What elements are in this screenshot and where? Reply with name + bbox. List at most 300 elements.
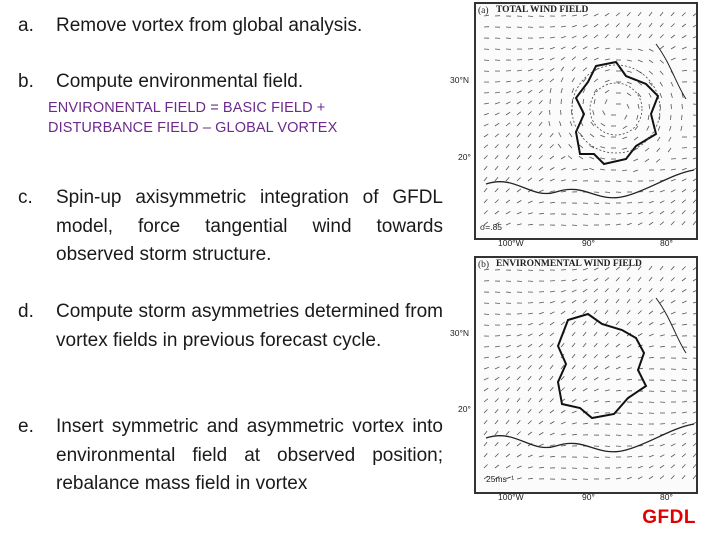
wind-vector	[682, 47, 687, 49]
longitude-80-label: 80°	[660, 238, 673, 248]
wind-vector	[605, 13, 609, 16]
wind-vector	[649, 71, 653, 74]
wind-vector	[616, 34, 619, 38]
wind-vector	[517, 133, 520, 137]
wind-vector	[638, 49, 643, 51]
wind-vector	[572, 321, 576, 325]
wind-vector	[484, 155, 488, 159]
wind-vector	[670, 126, 672, 131]
wind-vector	[539, 456, 544, 457]
wind-vector	[693, 453, 696, 457]
wind-vector	[572, 169, 577, 170]
wind-vector	[495, 144, 499, 148]
wind-vector	[605, 310, 608, 314]
wind-vector	[638, 34, 641, 38]
wind-vector	[484, 357, 489, 358]
wind-vector	[627, 12, 631, 16]
wind-vector	[539, 387, 542, 391]
wind-vector	[495, 102, 500, 104]
wind-vector	[627, 467, 632, 468]
wind-vector	[589, 168, 594, 170]
wind-vector	[495, 409, 498, 413]
gfdl-brand: GFDL	[642, 507, 696, 528]
wind-vector	[550, 133, 553, 137]
wind-vector	[660, 60, 664, 63]
wind-vector	[539, 213, 544, 214]
step-letter: a.	[18, 15, 34, 36]
wind-vector	[660, 71, 663, 75]
wind-vector	[660, 190, 665, 192]
wind-vector	[517, 122, 521, 126]
wind-vector	[561, 301, 566, 303]
wind-vector	[506, 177, 509, 181]
wind-vector	[570, 121, 572, 126]
wind-vector	[682, 59, 687, 60]
step-letter: d.	[18, 301, 34, 322]
wind-vector	[671, 380, 676, 381]
wind-vector	[583, 99, 584, 104]
wind-vector	[539, 410, 543, 414]
wind-vector	[660, 300, 664, 303]
wind-vector	[495, 420, 498, 424]
wind-vector	[616, 321, 619, 325]
wind-vector	[506, 398, 509, 402]
wind-vector	[657, 137, 660, 141]
wind-vector	[506, 112, 510, 115]
wind-vector	[550, 58, 555, 60]
wind-vector	[561, 67, 564, 71]
wind-vector	[539, 167, 543, 170]
wind-vector	[616, 310, 619, 314]
wind-vector	[616, 333, 620, 337]
wind-vector	[627, 288, 630, 292]
wind-vector	[638, 212, 643, 214]
wind-vector	[693, 411, 696, 413]
wind-vector	[583, 310, 587, 314]
wind-vector-map	[476, 4, 696, 238]
wind-vector	[633, 170, 638, 172]
equation-line-2: DISTURBANCE FIELD – GLOBAL VORTEX	[48, 120, 338, 136]
wind-vector	[495, 123, 499, 126]
wind-vector	[638, 104, 639, 109]
wind-vector	[693, 24, 696, 27]
wind-vector	[671, 58, 676, 60]
wind-vector	[600, 169, 605, 170]
wind-vector	[517, 155, 520, 159]
longitude-90-label: 90°	[582, 238, 595, 248]
wind-vector	[594, 389, 599, 391]
wind-vector	[649, 201, 654, 203]
wind-vector	[627, 82, 632, 84]
wind-vector	[539, 178, 543, 181]
wind-vector	[605, 80, 610, 82]
wind-vector	[682, 475, 685, 479]
wind-vector	[495, 454, 499, 458]
latitude-20-label: 20°	[458, 404, 471, 414]
wind-vector	[605, 446, 610, 447]
wind-vector	[495, 442, 498, 446]
wind-vector	[550, 343, 554, 347]
wind-vector	[600, 147, 605, 148]
wind-vector	[693, 221, 696, 225]
wind-vector	[645, 148, 649, 151]
wind-vector	[484, 124, 489, 126]
wind-vector	[572, 434, 577, 435]
wind-vector	[649, 277, 652, 281]
wind-vector	[539, 365, 542, 369]
wind-vector	[649, 222, 653, 225]
wind-vector	[594, 89, 597, 93]
wind-vector	[693, 210, 696, 214]
wind-vector	[660, 222, 664, 225]
wind-vector	[550, 456, 555, 457]
wind-vector	[671, 93, 672, 98]
equation-line-1: ENVIRONENTAL FIELD = BASIC FIELD +	[48, 100, 326, 116]
wind-vector	[495, 377, 499, 380]
wind-vector	[495, 188, 498, 192]
wind-vector	[506, 81, 511, 82]
wind-vector	[616, 390, 621, 391]
wind-vector	[528, 467, 533, 468]
wind-vector	[627, 213, 632, 214]
wind-vector	[550, 376, 553, 380]
wind-vector	[638, 277, 641, 281]
wind-vector	[693, 443, 696, 446]
wind-vector	[517, 478, 522, 479]
wind-vector	[660, 311, 664, 314]
wind-vector	[605, 90, 609, 93]
wind-vector	[528, 213, 533, 214]
wind-vector	[572, 78, 575, 82]
wind-vector	[550, 445, 555, 446]
wind-vector	[693, 104, 696, 105]
wind-vector	[495, 303, 500, 304]
wind-vector	[616, 344, 620, 347]
wind-vector	[495, 177, 498, 181]
wind-vector	[550, 387, 553, 391]
wind-vector	[539, 122, 542, 126]
wind-vector	[550, 354, 553, 358]
wind-vector	[671, 211, 675, 214]
wind-vector	[539, 323, 544, 325]
wind-vector	[594, 35, 598, 38]
wind-vector	[517, 334, 522, 336]
wind-vector	[671, 289, 675, 292]
wind-scale-label: 25ms⁻¹	[486, 474, 515, 484]
wind-vector	[506, 189, 510, 193]
wind-vector	[550, 433, 555, 435]
wind-vector	[671, 221, 674, 225]
wind-vector	[572, 67, 575, 71]
wind-vector	[594, 99, 595, 104]
wind-vector	[561, 434, 566, 435]
wind-vector	[517, 355, 521, 358]
wind-vector	[649, 12, 652, 16]
wind-vector	[605, 59, 610, 60]
wind-vector	[671, 444, 675, 446]
wind-vector	[528, 133, 531, 137]
wind-vector	[528, 398, 531, 402]
wind-vector	[627, 379, 632, 380]
wind-vector	[484, 442, 487, 446]
wind-vector	[484, 409, 488, 413]
wind-vector	[572, 377, 576, 381]
wind-vector	[550, 68, 554, 71]
wind-vector	[528, 167, 532, 171]
wind-vector	[605, 332, 608, 336]
wind-vector	[550, 333, 554, 336]
wind-vector	[572, 88, 574, 93]
wind-vector	[550, 410, 554, 413]
wind-vector	[594, 457, 599, 458]
wind-vector	[693, 13, 696, 16]
wind-vector	[506, 345, 511, 347]
wind-vector	[594, 58, 599, 60]
wind-vector	[658, 126, 660, 131]
wind-vector	[660, 391, 665, 392]
wind-vector	[627, 60, 632, 61]
wind-vector	[594, 289, 598, 292]
wind-vector	[682, 301, 687, 303]
wind-vector	[635, 126, 638, 130]
wind-vector	[627, 93, 631, 96]
wind-vector	[693, 464, 696, 468]
wind-vector	[616, 181, 621, 182]
wind-vector	[589, 157, 594, 159]
wind-vector	[682, 443, 686, 446]
wind-vector	[495, 113, 500, 115]
wind-vector	[627, 104, 629, 109]
total-wind-field-panel	[448, 0, 696, 250]
wind-vector	[528, 323, 533, 325]
wind-vector	[517, 376, 521, 380]
wind-vector	[660, 93, 662, 98]
wind-vector	[569, 133, 572, 137]
wind-vector	[550, 37, 555, 38]
wind-vector	[633, 159, 638, 161]
wind-vector	[495, 431, 498, 435]
wind-vector	[600, 158, 605, 159]
wind-vector	[627, 71, 632, 72]
wind-vector	[638, 23, 641, 27]
wind-vector	[649, 288, 652, 292]
wind-vector	[528, 90, 532, 93]
wind-vector	[671, 46, 675, 49]
wind-vector	[495, 211, 499, 214]
wind-vector	[638, 311, 642, 315]
wind-vector	[583, 332, 586, 336]
wind-vector	[594, 321, 597, 325]
wind-vector	[517, 454, 521, 457]
wind-vector	[693, 147, 696, 148]
wind-vector	[605, 24, 609, 27]
wind-vector	[528, 478, 533, 479]
wind-vector	[506, 155, 509, 159]
wind-vector	[517, 387, 520, 391]
wind-vector	[517, 27, 522, 28]
step-text: Spin-up axisymmetric integration of GFDL model, force tangential wind towards observed storm structure.	[56, 187, 443, 265]
wind-vector	[656, 159, 660, 162]
wind-vector	[506, 356, 511, 358]
wind-vector	[484, 367, 489, 369]
wind-vector	[528, 201, 533, 203]
wind-vector	[506, 91, 511, 93]
wind-vector	[605, 70, 610, 71]
wind-vector	[550, 179, 555, 181]
wind-vector	[583, 354, 586, 358]
wind-vector	[583, 366, 587, 370]
panel-tag: (a)	[478, 6, 489, 16]
wind-vector	[539, 190, 544, 192]
wind-vector	[682, 35, 686, 38]
wind-vector	[682, 267, 686, 271]
wind-vector	[681, 126, 682, 131]
wind-vector	[682, 13, 686, 17]
wind-vector	[693, 401, 696, 402]
wind-vector	[638, 288, 641, 292]
wind-vector	[572, 279, 577, 281]
step-text: Insert symmetric and asymmetric vortex into environmental field at observed position; rebalance mass field in vortex	[56, 416, 443, 494]
wind-vector	[572, 36, 577, 38]
wind-vector	[649, 445, 654, 446]
wind-vector	[649, 60, 653, 63]
wind-vector	[572, 343, 575, 347]
wind-vector	[671, 278, 675, 282]
wind-vector	[594, 355, 598, 359]
wind-vector	[583, 57, 587, 60]
wind-vector	[649, 93, 651, 98]
wind-vector	[671, 200, 675, 203]
wind-vector	[528, 455, 533, 457]
wind-vector	[517, 366, 521, 369]
wind-vector	[484, 199, 487, 203]
wind-vector	[539, 90, 543, 93]
wind-vector	[590, 134, 594, 137]
wind-vector	[594, 203, 599, 204]
step-a	[18, 12, 443, 41]
wind-vector	[572, 365, 575, 369]
wind-vector	[682, 369, 687, 370]
wind-vector	[572, 411, 577, 413]
wind-vector	[528, 409, 531, 413]
wind-vector	[682, 324, 687, 325]
wind-vector	[484, 453, 487, 457]
wind-vector	[649, 266, 652, 270]
wind-vector	[506, 443, 510, 447]
wind-vector	[517, 80, 522, 82]
wind-vector	[495, 92, 500, 93]
wind-vector	[572, 479, 577, 480]
wind-vector	[671, 190, 675, 192]
wind-vector	[660, 323, 665, 325]
wind-vector	[627, 223, 632, 225]
wind-vector	[561, 57, 565, 60]
wind-vector	[594, 79, 598, 82]
step-letter: e.	[18, 416, 34, 437]
wind-vector	[495, 49, 500, 50]
wind-vector	[583, 289, 587, 292]
wind-vector	[517, 70, 522, 71]
wind-vector	[583, 400, 588, 402]
wind-vector	[484, 188, 487, 192]
wind-vector	[638, 477, 642, 479]
wind-vector	[528, 155, 531, 159]
wind-vector	[539, 421, 543, 424]
wind-vector	[550, 322, 554, 325]
wind-vector	[506, 38, 511, 39]
wind-vector	[484, 420, 487, 424]
wind-vector	[528, 80, 533, 82]
wind-vector	[583, 25, 588, 27]
wind-vector	[484, 465, 488, 469]
wind-vector	[506, 200, 510, 203]
wind-vector	[657, 148, 660, 152]
step-text: Compute environmental field.	[56, 71, 304, 92]
wind-vector	[682, 115, 683, 120]
wind-vector	[583, 78, 586, 82]
wind-vector	[671, 433, 676, 435]
wind-vector	[495, 134, 499, 137]
wind-vector	[572, 269, 577, 270]
wind-vector	[539, 344, 543, 347]
wind-vector	[594, 47, 599, 49]
wind-vector	[528, 344, 532, 347]
wind-vector	[671, 24, 675, 28]
wind-vector	[605, 299, 608, 303]
wind-vector	[506, 465, 510, 468]
wind-vector	[495, 398, 499, 402]
wind-vector	[561, 290, 566, 292]
wind-vector	[561, 156, 565, 159]
environmental-field-equation	[48, 98, 438, 138]
wind-vector	[506, 454, 510, 457]
wind-vector	[572, 300, 576, 303]
panel-title: ENVIRONMENTAL WIND FIELD	[496, 259, 642, 269]
step-letter: b.	[18, 71, 34, 92]
wind-vector	[495, 155, 498, 159]
wind-vector	[638, 322, 642, 325]
wind-vector	[517, 324, 522, 325]
wind-vector	[693, 302, 696, 303]
wind-vector	[550, 399, 554, 403]
wind-vector	[572, 15, 577, 16]
wind-vector	[660, 335, 665, 336]
wind-vector	[627, 322, 631, 326]
wind-vector	[550, 365, 553, 369]
wind-vector	[572, 354, 575, 358]
wind-vector	[616, 299, 619, 303]
wind-vector	[506, 366, 510, 369]
wind-vector	[671, 454, 675, 457]
wind-vector	[627, 477, 632, 479]
wind-vector	[616, 288, 619, 292]
wind-vector	[549, 121, 550, 126]
wind-vector	[550, 156, 554, 159]
wind-vector	[558, 144, 561, 148]
wind-vector	[539, 376, 542, 380]
wind-vector	[693, 199, 696, 203]
wind-vector-map	[476, 258, 696, 492]
wind-vector	[484, 177, 487, 181]
wind-vector	[627, 34, 630, 38]
wind-vector	[616, 435, 621, 436]
wind-vector	[539, 58, 544, 60]
wind-vector	[693, 313, 696, 314]
longitude-100-label: 100°W	[498, 238, 524, 248]
wind-vector	[605, 192, 610, 193]
wind-vector	[569, 144, 572, 148]
wind-vector	[638, 60, 643, 62]
